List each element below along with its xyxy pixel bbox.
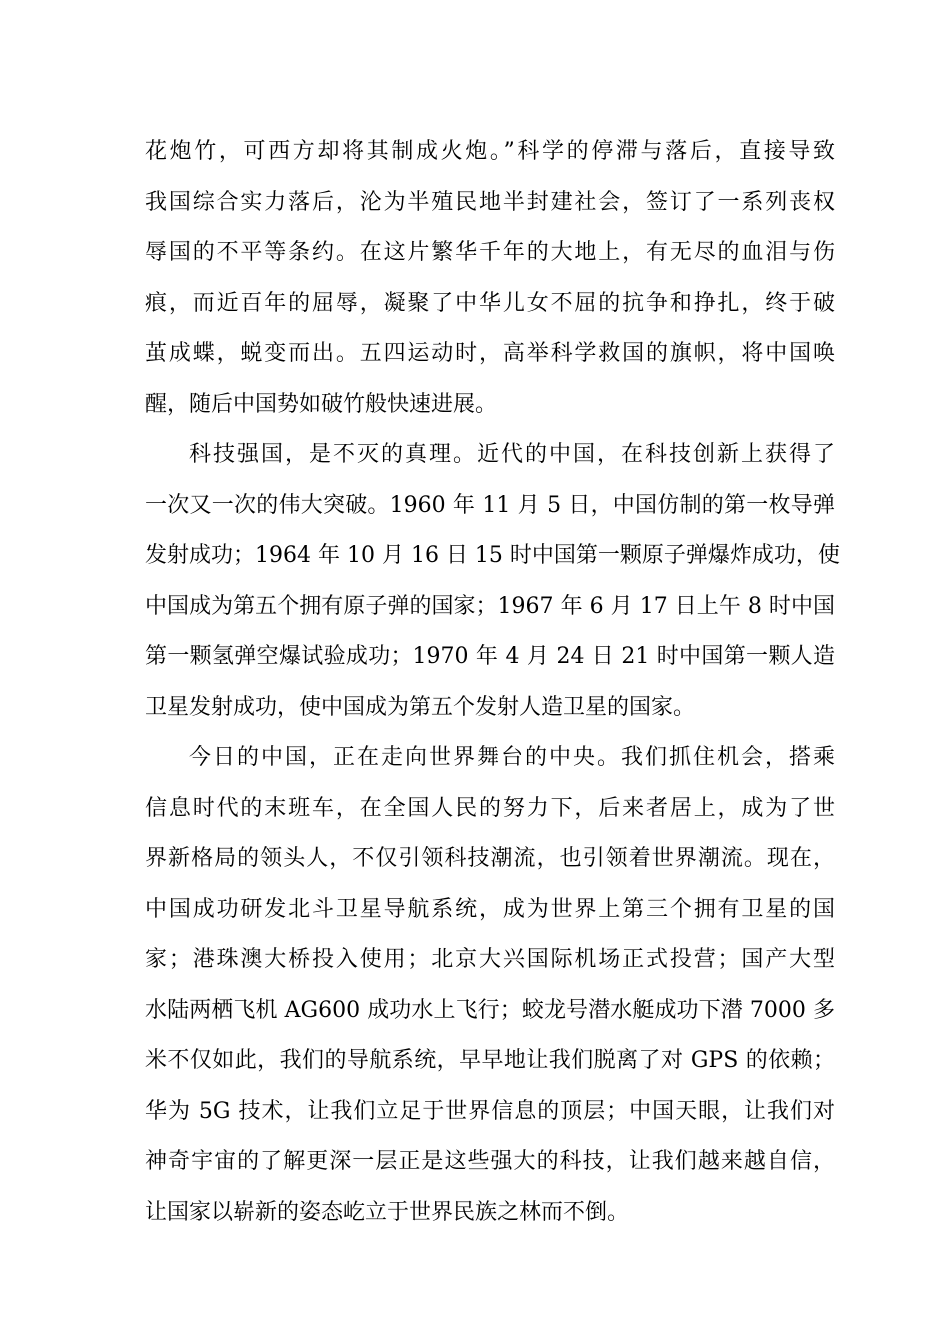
paragraph-line: 家；港珠澳大桥投入使用；北京大兴国际机场正式投营；国产大型 xyxy=(145,947,835,972)
paragraph-line: 辱国的不平等条约。在这片繁华千年的大地上，有无尽的血泪与伤 xyxy=(145,240,835,265)
paragraph-line: 卫星发射成功，使中国成为第五个发射人造卫星的国家。 xyxy=(145,694,696,720)
paragraph-line: 神奇宇宙的了解更深一层正是这些强大的科技，让我们越来越自信， xyxy=(145,1149,835,1174)
paragraph-line: 信息时代的末班车，在全国人民的努力下，后来者居上，成为了世 xyxy=(145,795,835,821)
paragraph-line: 米不仅如此，我们的导航系统，早早地让我们脱离了对 GPS 的依赖； xyxy=(145,1048,835,1073)
paragraph xyxy=(145,733,835,1238)
paragraph-line: 一次又一次的伟大突破。1960 年 11 月 5 日，中国仿制的第一枚导弹 xyxy=(145,492,835,518)
paragraph-line: 醒，随后中国势如破竹般快速进展。 xyxy=(145,391,498,417)
paragraph-line: 华为 5G 技术，让我们立足于世界信息的顶层；中国天眼，让我们对 xyxy=(145,1098,835,1124)
paragraph-line: 发射成功；1964 年 10 月 16 日 15 时中国第一颗原子弹爆炸成功，使 xyxy=(145,543,840,568)
paragraph-line: 水陆两栖飞机 AG600 成功水上飞行；蛟龙号潜水艇成功下潜 7000 多 xyxy=(145,997,835,1023)
paragraph-line: 科技强国，是不灭的真理。近代的中国，在科技创新上获得了 xyxy=(189,442,835,467)
paragraph-line: 今日的中国，正在走向世界舞台的中央。我们抓住机会，搭乘 xyxy=(189,745,835,770)
paragraph-line: 中国成为第五个拥有原子弹的国家；1967 年 6 月 17 日上午 8 时中国 xyxy=(145,593,835,619)
paragraph-line: 让国家以崭新的姿态屹立于世界民族之林而不倒。 xyxy=(145,1199,630,1225)
paragraph xyxy=(145,430,840,733)
paragraph-line: 茧成蝶，蜕变而出。五四运动时，高举科学救国的旗帜，将中国唤 xyxy=(145,341,835,366)
paragraph-line: 第一颗氢弹空爆试验成功；1970 年 4 月 24 日 21 时中国第一颗人造 xyxy=(145,644,835,669)
paragraph-line: 痕，而近百年的屈辱，凝聚了中华儿女不屈的抗争和挣扎，终于破 xyxy=(145,290,835,316)
paragraph xyxy=(145,127,835,430)
paragraph-line: 中国成功研发北斗卫星导航系统，成为世界上第三个拥有卫星的国 xyxy=(145,896,835,922)
paragraph-line: 我国综合实力落后，沦为半殖民地半封建社会，签订了一系列丧权 xyxy=(145,189,835,215)
paragraph-line: 花炮竹，可西方却将其制成火炮。”科学的停滞与落后，直接导致 xyxy=(145,139,835,164)
document-body xyxy=(145,127,840,1238)
paragraph-line: 界新格局的领头人，不仅引领科技潮流，也引领着世界潮流。现在， xyxy=(145,846,835,871)
